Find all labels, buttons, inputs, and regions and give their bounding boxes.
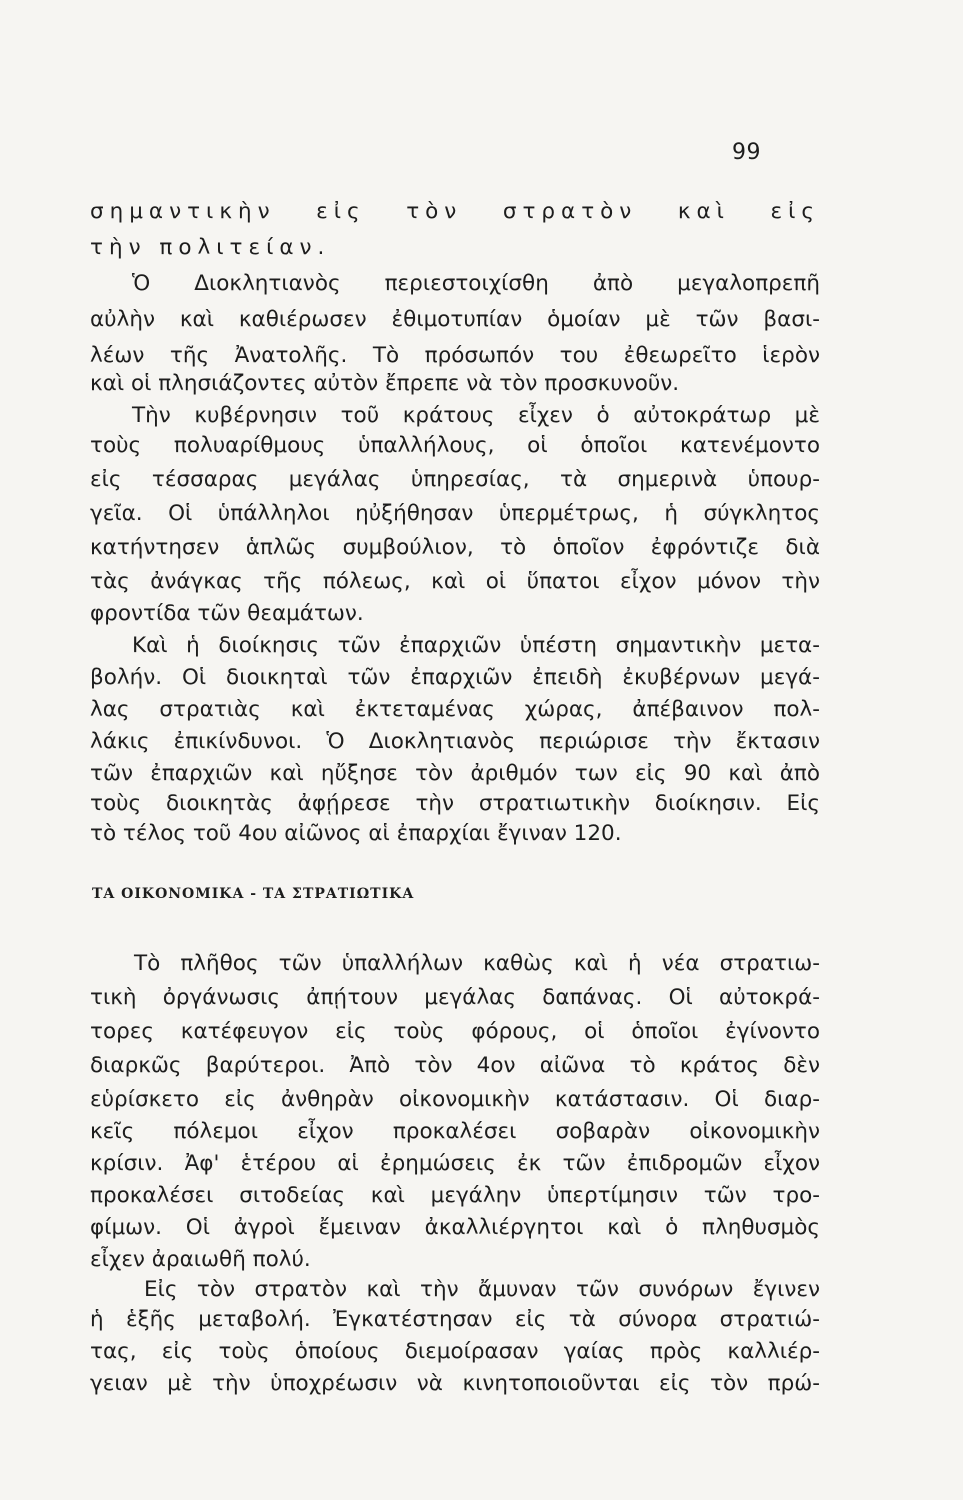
- text-line: κρίσιν. Ἀφ' ἑτέρου αἱ ἐρημώσεις ἐκ τῶν ἐπιδρομῶν εἶχον: [90, 1151, 820, 1176]
- text-line: τῶν ἐπαρχιῶν καὶ ηὔξησε τὸν ἀριθμόν των εἰς 90 καὶ ἀπὸ: [90, 761, 820, 786]
- text-line: λας στρατιὰς καὶ ἐκτεταμένας χώρας, ἀπέβαινον πολ-: [90, 697, 820, 722]
- text-line: γεῖα. Οἱ ὑπάλληλοι ηὐξήθησαν ὑπερμέτρως, ἡ σύγκλητος: [90, 501, 820, 526]
- text-line: κεῖς πόλεμοι εἶχον προκαλέσει σοβαρὰν οἰκονομικὴν: [90, 1119, 820, 1144]
- text-line: φροντίδα τῶν θεαμάτων.: [90, 601, 364, 626]
- text-line: σημαντικὴν εἰς τὸν στρατὸν καὶ εἰς: [90, 199, 820, 224]
- text-line: τοὺς διοικητὰς ἀφῄρεσε τὴν στρατιωτικὴν διοίκησιν. Εἰς: [90, 791, 820, 816]
- text-line: τορες κατέφευγον εἰς τοὺς φόρους, οἱ ὁποῖοι ἐγίνοντο: [90, 1019, 820, 1044]
- text-line: καὶ οἱ πλησιάζοντες αὐτὸν ἔπρεπε νὰ τὸν προσκυνοῦν.: [90, 371, 680, 396]
- text-line: λέων τῆς Ἀνατολῆς. Τὸ πρόσωπόν του ἐθεωρεῖτο ἱερὸν: [90, 343, 820, 368]
- text-line: εἶχεν ἀραιωθῆ πολύ.: [90, 1247, 311, 1272]
- text-line: διαρκῶς βαρύτεροι. Ἀπὸ τὸν 4ον αἰῶνα τὸ κράτος δὲν: [90, 1053, 820, 1078]
- text-line: ἡ ἑξῆς μεταβολή. Ἐγκατέστησαν εἰς τὰ σύνορα στρατιώ-: [90, 1307, 820, 1332]
- text-line: τας, εἰς τοὺς ὁποίους διεμοίρασαν γαίας πρὸς καλλιέρ-: [90, 1339, 820, 1364]
- text-line: φίμων. Οἱ ἀγροὶ ἔμειναν ἀκαλλιέργητοι καὶ ὁ πληθυσμὸς: [90, 1215, 820, 1240]
- text-line: βολήν. Οἱ διοικηταὶ τῶν ἐπαρχιῶν ἐπειδὴ ἐκυβέρνων μεγά-: [90, 665, 820, 690]
- text-line: τὴν πολιτείαν.: [90, 235, 331, 260]
- text-line: Ὁ Διοκλητιανὸς περιεστοιχίσθη ἀπὸ μεγαλοπρεπῆ: [132, 271, 820, 296]
- text-line: τὸ τέλος τοῦ 4ου αἰῶνος αἱ ἐπαρχίαι ἔγιναν 120.: [90, 821, 622, 846]
- text-line: αὐλὴν καὶ καθιέρωσεν ἐθιμοτυπίαν ὁμοίαν μὲ τῶν βασι-: [90, 307, 820, 332]
- text-line: λάκις ἐπικίνδυνοι. Ὁ Διοκλητιανὸς περιώρισε τὴν ἔκτασιν: [90, 729, 820, 754]
- text-line: εἰς τέσσαρας μεγάλας ὑπηρεσίας, τὰ σημερινὰ ὑπουρ-: [90, 467, 820, 492]
- section-heading: ΤΑ ΟΙΚΟΝΟΜΙΚΑ - ΤΑ ΣΤΡΑΤΙΩΤΙΚΑ: [92, 886, 415, 902]
- text-line: τὰς ἀνάγκας τῆς πόλεως, καὶ οἱ ὕπατοι εἶχον μόνον τὴν: [90, 569, 820, 594]
- text-line: Τὴν κυβέρνησιν τοῦ κράτους εἶχεν ὁ αὐτοκράτωρ μὲ: [132, 403, 820, 428]
- text-line: κατήντησεν ἁπλῶς συμβούλιον, τὸ ὁποῖον ἐφρόντιζε διὰ: [90, 535, 820, 560]
- text-line: εὑρίσκετο εἰς ἀνθηρὰν οἰκονομικὴν κατάστασιν. Οἱ διαρ-: [90, 1087, 820, 1112]
- text-line: Τὸ πλῆθος τῶν ὑπαλλήλων καθὼς καὶ ἡ νέα στρατιω-: [134, 951, 820, 976]
- text-line: τοὺς πολυαρίθμους ὑπαλλήλους, οἱ ὁποῖοι κατενέμοντο: [90, 433, 820, 458]
- text-line: Καὶ ἡ διοίκησις τῶν ἐπαρχιῶν ὑπέστη σημαντικὴν μετα-: [132, 633, 820, 658]
- text-line: γειαν μὲ τὴν ὑποχρέωσιν νὰ κινητοποιοῦνται εἰς τὸν πρώ-: [90, 1371, 820, 1396]
- text-line: προκαλέσει σιτοδείας καὶ μεγάλην ὑπερτίμησιν τῶν τρο-: [90, 1183, 820, 1208]
- text-line: τικὴ ὀργάνωσις ἀπῄτουν μεγάλας δαπάνας. Οἱ αὐτοκρά-: [90, 985, 820, 1010]
- page-number: 99: [732, 140, 761, 165]
- text-line: Εἰς τὸν στρατὸν καὶ τὴν ἄμυναν τῶν συνόρων ἔγινεν: [144, 1277, 820, 1302]
